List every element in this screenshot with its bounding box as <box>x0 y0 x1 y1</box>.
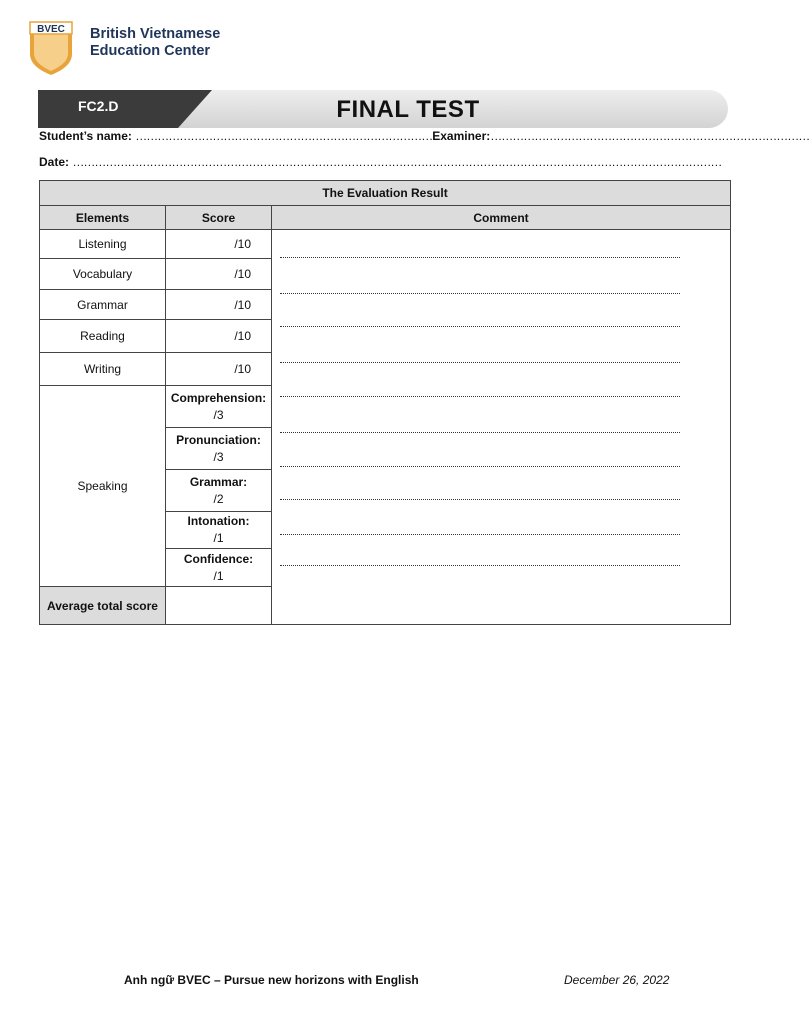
speaking-pronunciation[interactable] <box>166 428 272 470</box>
student-examiner-line <box>39 129 809 143</box>
score-vocabulary[interactable]: /10 <box>166 259 272 290</box>
sub-label: Comprehension: <box>170 390 267 405</box>
score-reading[interactable]: /10 <box>166 320 272 353</box>
student-name-label: Student’s name: <box>39 129 132 143</box>
element-listening: Listening <box>40 230 166 259</box>
score-writing[interactable]: /10 <box>166 353 272 386</box>
date-blank[interactable]: …………………………………………………………………………………………………………………………………………………………… <box>72 155 722 169</box>
header-elements: Elements <box>40 206 166 230</box>
logo-text: BVEC <box>37 24 65 35</box>
element-reading: Reading <box>40 320 166 353</box>
brand-line-1: British Vietnamese <box>90 26 221 42</box>
score-grammar[interactable]: /10 <box>166 290 272 320</box>
speaking-intonation[interactable] <box>166 512 272 549</box>
comment-area[interactable] <box>272 230 731 625</box>
header-score: Score <box>166 206 272 230</box>
brand-name <box>90 26 220 60</box>
speaking-comprehension[interactable] <box>166 386 272 428</box>
comment-line <box>280 565 680 566</box>
element-writing: Writing <box>40 353 166 386</box>
comment-line <box>280 432 680 433</box>
sub-label: Pronunciation: <box>176 432 261 447</box>
sub-label: Grammar: <box>189 474 248 489</box>
sub-score: /3 <box>213 407 224 422</box>
speaking-confidence[interactable] <box>166 549 272 587</box>
banner-slant <box>178 90 212 128</box>
comment-line <box>280 466 680 467</box>
table-row <box>40 230 731 259</box>
footer-date: December 26, 2022 <box>564 973 670 987</box>
comment-line <box>280 396 680 397</box>
comment-line <box>280 534 680 535</box>
sub-score: /1 <box>213 531 224 545</box>
footer-slogan: Anh ngữ BVEC – Pursue new horizons with English <box>124 973 419 987</box>
date-line <box>39 155 721 169</box>
sub-label: Intonation: <box>187 514 250 528</box>
sub-score: /3 <box>213 449 224 464</box>
element-grammar: Grammar <box>40 290 166 320</box>
form-code-tab <box>38 90 178 128</box>
examiner-label: Examiner: <box>432 129 491 143</box>
sub-score: /1 <box>213 568 224 583</box>
comment-line <box>280 362 680 363</box>
element-speaking: Speaking <box>40 386 166 587</box>
comment-line <box>280 499 680 500</box>
comment-line <box>280 257 680 258</box>
title-banner <box>38 90 728 128</box>
page-title: FINAL TEST <box>336 96 480 123</box>
date-label: Date: <box>39 155 70 169</box>
examiner-blank[interactable]: …………………………………………………………………………… <box>490 129 809 143</box>
element-vocabulary: Vocabulary <box>40 259 166 290</box>
comment-line <box>280 293 680 294</box>
comment-line <box>280 326 680 327</box>
brand-line-2: Education Center <box>90 43 211 59</box>
sub-label: Confidence: <box>183 551 254 566</box>
evaluation-table <box>39 180 731 625</box>
sub-score: /2 <box>213 491 224 506</box>
score-listening[interactable]: /10 <box>166 230 272 259</box>
bvec-shield-logo <box>28 20 74 76</box>
header-comment: Comment <box>272 206 731 230</box>
form-code: FC2.D <box>78 98 119 114</box>
table-title: The Evaluation Result <box>40 181 731 206</box>
student-name-blank[interactable]: ……………………………………………………………………… <box>135 129 433 143</box>
speaking-grammar[interactable] <box>166 470 272 512</box>
average-total-label: Average total score <box>40 587 166 625</box>
